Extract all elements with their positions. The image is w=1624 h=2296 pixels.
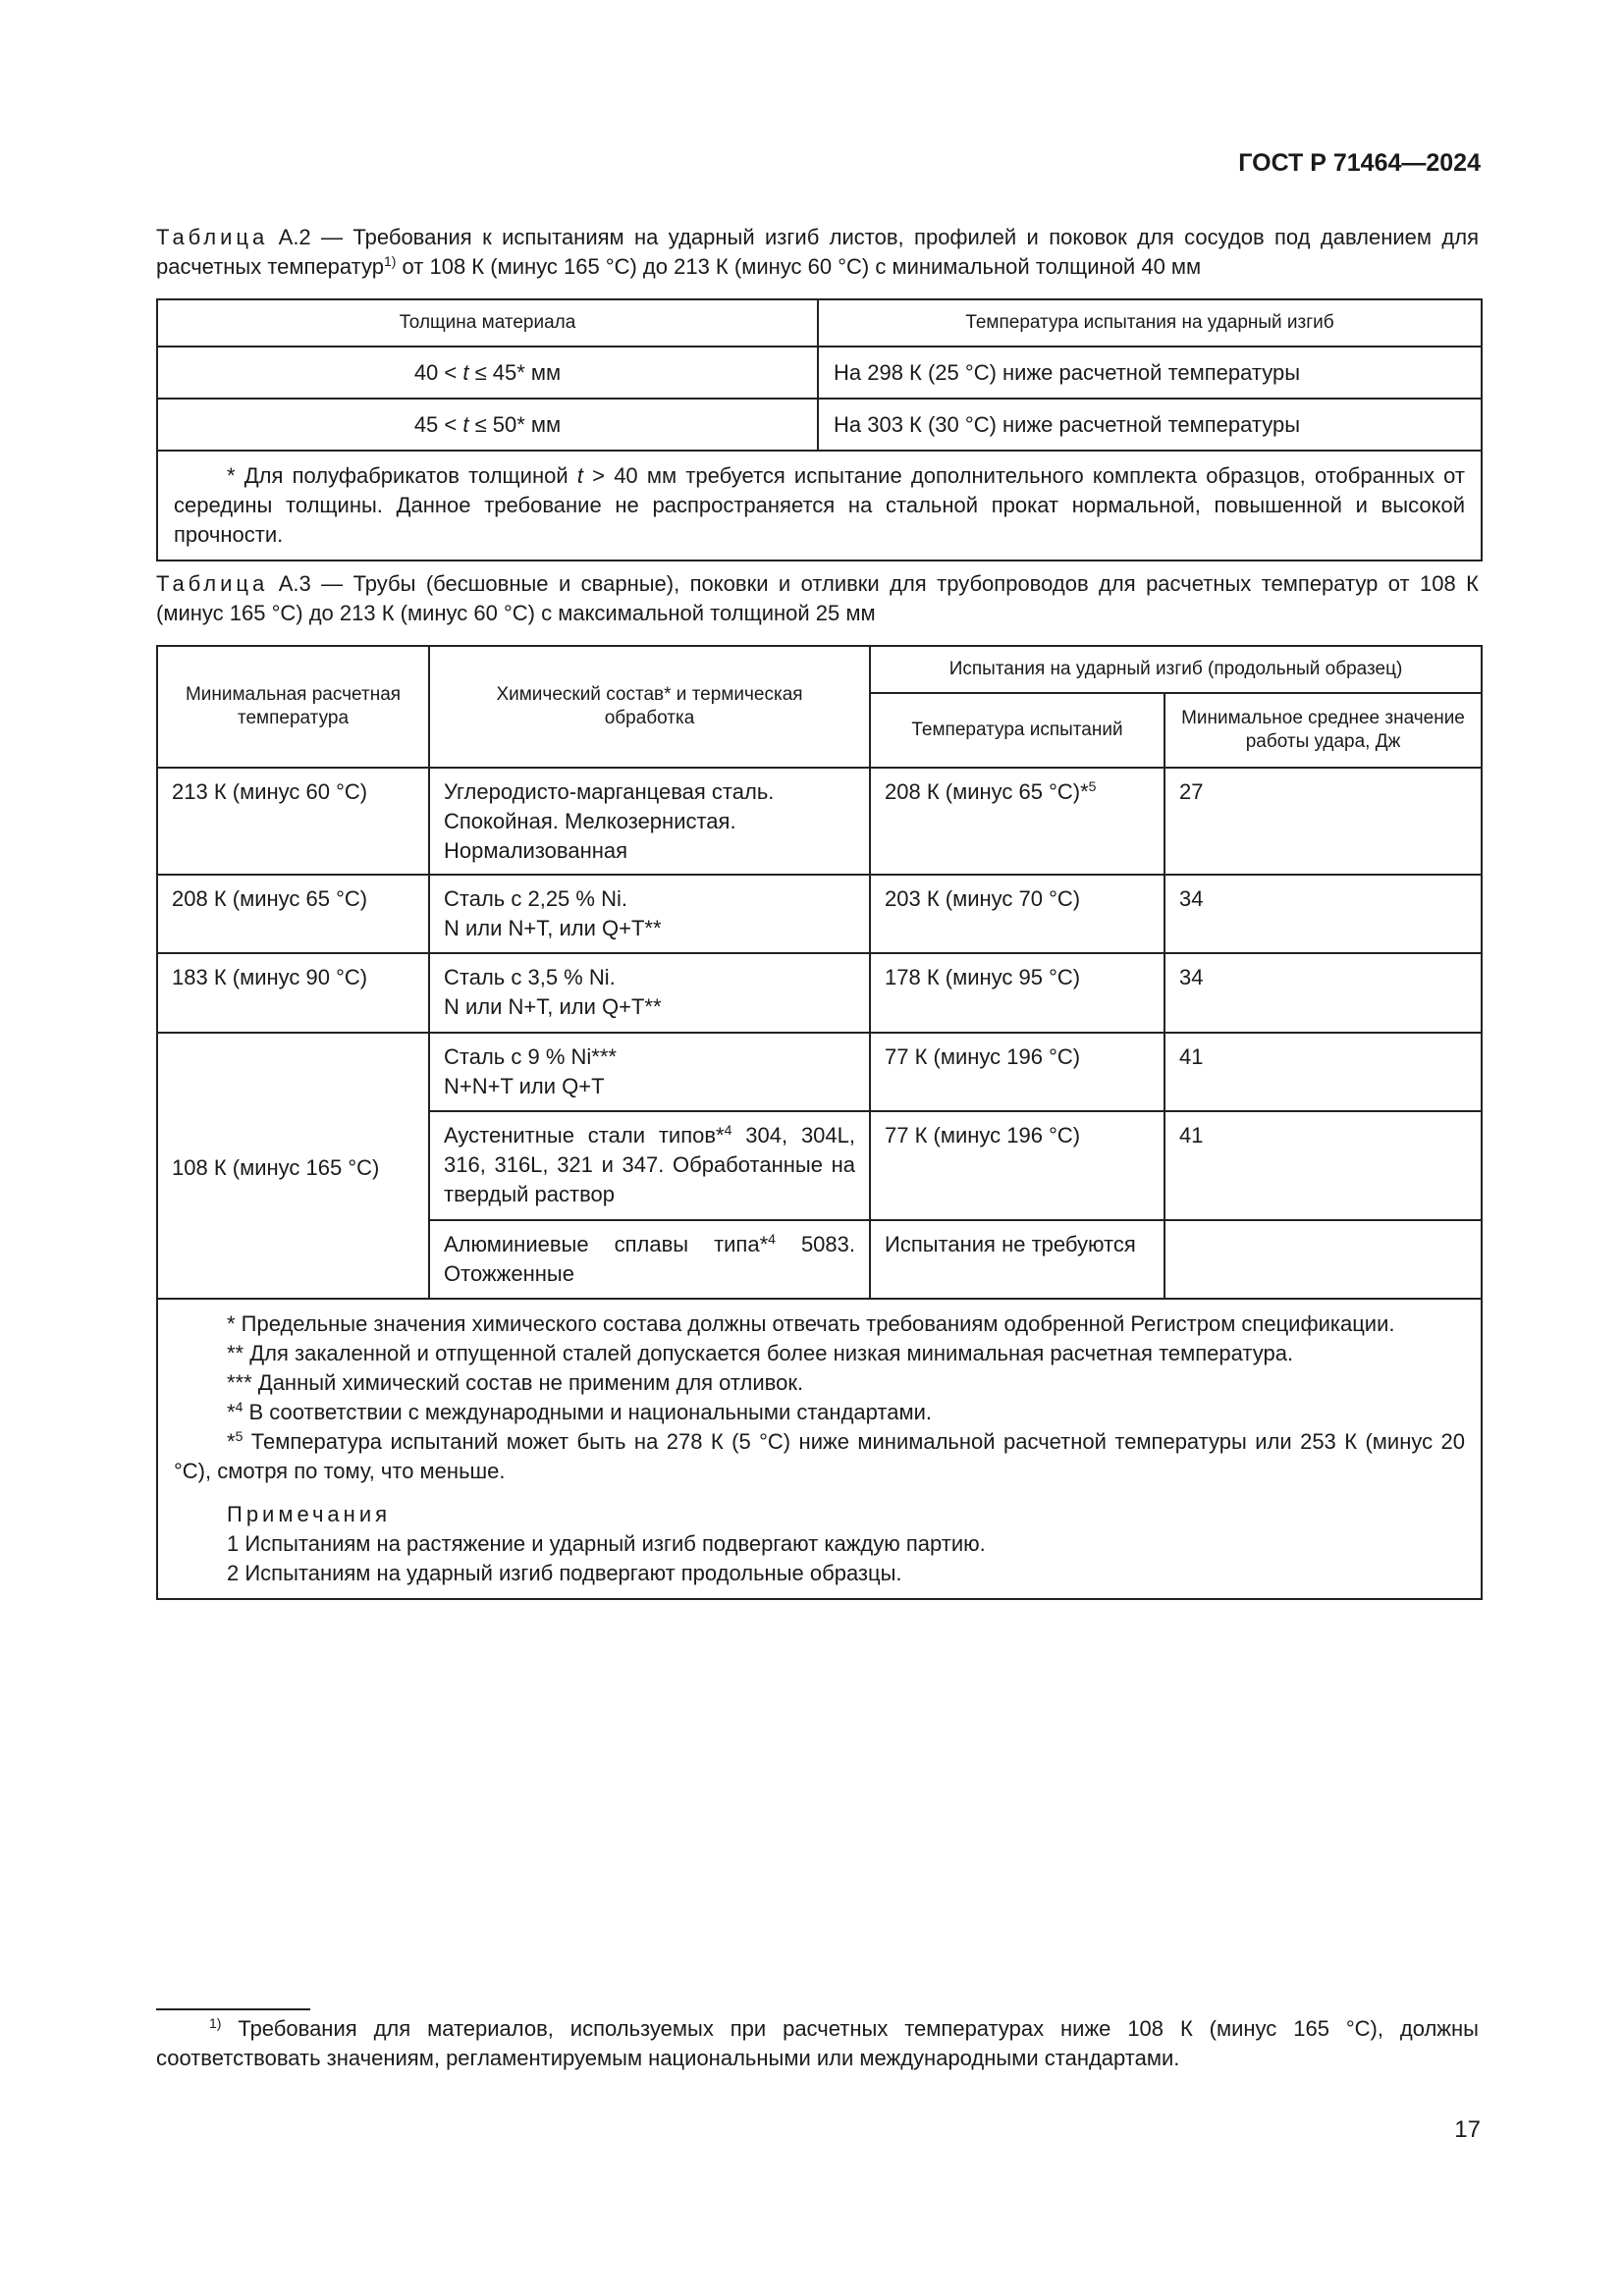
footnote: *$^4$ В соответствии с международными и национальными стандартами. bbox=[227, 1399, 932, 1424]
chemistry-cell: Сталь с 2,25 % Ni. N или N+T, или Q+T** bbox=[429, 875, 870, 953]
min-temp-cell: 108 К (минус 165 °С) bbox=[157, 1033, 429, 1299]
column-header-min-temp: Минимальная расчетная температура bbox=[157, 646, 429, 768]
note: 2 Испытаниям на ударный изгиб подвергают продольные образцы. bbox=[227, 1561, 902, 1585]
chemistry-cell: Сталь с 9 % Ni*** N+N+T или Q+T bbox=[429, 1033, 870, 1111]
footnote: ** Для закаленной и отпущенной сталей допускается более низкая минимальная расчетная температура. bbox=[227, 1341, 1294, 1365]
thickness-cell: 40 < t ≤ 45* мм bbox=[157, 347, 818, 399]
temperature-cell: На 303 К (30 °С) ниже расчетной температуры bbox=[818, 399, 1482, 451]
energy-cell bbox=[1164, 1220, 1482, 1299]
table-footnotes bbox=[157, 1299, 1482, 1599]
notes-heading: Примечания bbox=[227, 1502, 392, 1526]
table-row bbox=[157, 347, 1482, 399]
test-temp-cell: 208 К (минус 65 °С)*$^5$ bbox=[870, 768, 1164, 875]
energy-cell: 34 bbox=[1164, 875, 1482, 953]
table-a3-caption bbox=[156, 569, 1479, 628]
footnote-text: Требования для материалов, используемых при расчетных температурах ниже 108 К (минус 165 °С), должны соответствовать значениям, регламентируемым национальными или международными стандартами. bbox=[156, 2016, 1479, 2070]
test-temp-cell: 203 К (минус 70 °С) bbox=[870, 875, 1164, 953]
table-footnote-row bbox=[157, 1299, 1482, 1599]
note: 1 Испытаниям на растяжение и ударный изгиб подвергают каждую партию. bbox=[227, 1531, 986, 1556]
min-temp-cell: 208 К (минус 65 °С) bbox=[157, 875, 429, 953]
footnote-marker: 1) bbox=[209, 2015, 222, 2031]
chemistry-cell: Углеродисто-марганцевая сталь. Спокойная. Мелкозернистая. Нормализованная bbox=[429, 768, 870, 875]
footnote: *** Данный химический состав не применим для отливок. bbox=[227, 1370, 804, 1395]
table-footnote: * Для полуфабрикатов толщиной t > 40 мм требуется испытание дополнительного комплекта образцов, отобранных от середины толщины. Данное требование не распространяется на стальной прокат нормальной, повышенной и высокой прочности. bbox=[157, 451, 1482, 561]
page-footnote bbox=[156, 2014, 1479, 2073]
caption-text: от 108 К (минус 165 °С) до 213 К (минус 60 °С) с минимальной толщиной 40 мм bbox=[396, 254, 1202, 279]
table-a2-caption bbox=[156, 223, 1479, 282]
energy-cell: 41 bbox=[1164, 1033, 1482, 1111]
column-header: Температура испытания на ударный изгиб bbox=[818, 299, 1482, 347]
min-temp-cell: 213 К (минус 60 °С) bbox=[157, 768, 429, 875]
caption-word: Таблица bbox=[156, 225, 269, 249]
temperature-cell: На 298 К (25 °С) ниже расчетной температуры bbox=[818, 347, 1482, 399]
table-row bbox=[157, 399, 1482, 451]
footnote-separator bbox=[156, 2008, 310, 2010]
table-footnote-row bbox=[157, 451, 1482, 561]
table-header-row bbox=[157, 299, 1482, 347]
table-header-row bbox=[157, 646, 1482, 693]
test-temp-cell: 77 К (минус 196 °С) bbox=[870, 1111, 1164, 1220]
test-temp-cell: Испытания не требуются bbox=[870, 1220, 1164, 1299]
column-header-test-temp: Температура испытаний bbox=[870, 693, 1164, 768]
table-row bbox=[157, 875, 1482, 953]
min-temp-cell: 183 К (минус 90 °С) bbox=[157, 953, 429, 1033]
energy-cell: 41 bbox=[1164, 1111, 1482, 1220]
test-temp-cell: 77 К (минус 196 °С) bbox=[870, 1033, 1164, 1111]
table-row bbox=[157, 953, 1482, 1033]
page-number: 17 bbox=[1454, 2116, 1481, 2143]
chemistry-cell: Алюминиевые сплавы типа*$^4$ 5083. Отожженные bbox=[429, 1220, 870, 1299]
caption-word: Таблица bbox=[156, 571, 269, 596]
caption-text: А.3 — Трубы (бесшовные и сварные), поковки и отливки для трубопроводов для расчетных температур от 108 К (минус 165 °С) до 213 К (минус 60 °С) с максимальной толщиной 25 мм bbox=[156, 571, 1479, 625]
footnote: * Предельные значения химического состава должны отвечать требованиям одобренной Регистром спецификации. bbox=[227, 1311, 1395, 1336]
caption-text: А.2 — Требования к испытаниям на ударный изгиб листов, профилей и поковок для сосудов под давлением для расчетных температур bbox=[156, 225, 1479, 279]
energy-cell: 27 bbox=[1164, 768, 1482, 875]
thickness-cell: 45 < t ≤ 50* мм bbox=[157, 399, 818, 451]
column-header-min-energy: Минимальное среднее значение работы удара, Дж bbox=[1164, 693, 1482, 768]
table-row bbox=[157, 768, 1482, 875]
table-a3 bbox=[156, 645, 1483, 1600]
footnote-ref: 1) bbox=[383, 253, 397, 269]
footnote: *$^5$ Температура испытаний может быть на 278 К (5 °С) ниже минимальной расчетной температуры или 253 К (минус 20 °С), смотря по тому, что меньше. bbox=[174, 1428, 1466, 1483]
chemistry-cell: Сталь с 3,5 % Ni. N или N+T, или Q+T** bbox=[429, 953, 870, 1033]
test-temp-cell: 178 К (минус 95 °С) bbox=[870, 953, 1164, 1033]
column-header-impact-group: Испытания на ударный изгиб (продольный образец) bbox=[870, 646, 1482, 693]
column-header: Толщина материала bbox=[157, 299, 818, 347]
standard-id: ГОСТ Р 71464—2024 bbox=[1238, 149, 1481, 177]
table-row bbox=[157, 1033, 1482, 1111]
energy-cell: 34 bbox=[1164, 953, 1482, 1033]
chemistry-cell: Аустенитные стали типов*$^4$ 304, 304L, 316, 316L, 321 и 347. Обработанные на твердый раствор bbox=[429, 1111, 870, 1220]
column-header-chemistry: Химический состав* и термическая обработка bbox=[429, 646, 870, 768]
table-a2 bbox=[156, 298, 1483, 561]
